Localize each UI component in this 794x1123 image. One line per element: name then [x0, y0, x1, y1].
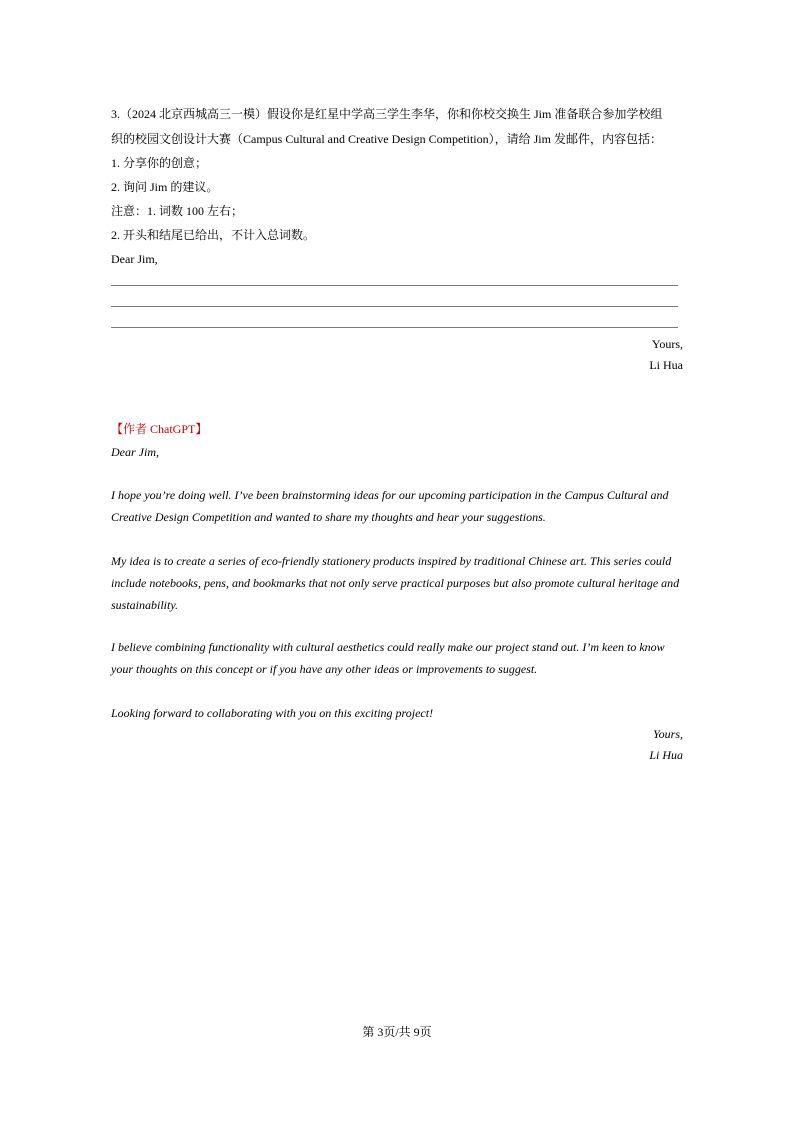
- question-closing-name: Li Hua: [649, 358, 683, 372]
- question-greeting: Dear Jim,: [111, 252, 158, 266]
- answer-greeting: Dear Jim,: [111, 445, 159, 459]
- answer-line-3: [111, 327, 678, 328]
- question-item-2: 2. 询问 Jim 的建议。: [111, 180, 219, 194]
- answer-paragraph-4: Looking forward to collaborating with you on this exciting project!: [111, 706, 434, 720]
- answer-paragraph-1: I hope you’re doing well. I’ve been brainstorming ideas for our upcoming participation in the Campus Cultural and Creative Design Competition and wanted to share my thoughts and hear your suggestions.: [111, 488, 669, 524]
- answer-closing-name: Li Hua: [649, 748, 683, 762]
- question-note-2: 2. 开头和结尾已给出，不计入总词数。: [111, 228, 316, 242]
- answer-paragraph-2: My idea is to create a series of eco-friendly stationery products inspired by traditional Chinese art. This series could include notebooks, pens, and bookmarks that not only serve practical purposes but also promote cultural heritage and sustainability.: [111, 554, 680, 612]
- answer-line-2: [111, 306, 678, 307]
- answer-line-1: [111, 285, 678, 286]
- answer-closing-yours: Yours,: [653, 727, 683, 741]
- question-line-2: 织的校园文创设计大赛（Campus Cultural and Creative Design Competition），请给 Jim 发邮件，内容包括：: [111, 132, 662, 146]
- question-item-1: 1. 分享你的创意；: [111, 156, 208, 170]
- question-note-1: 注意：1. 词数 100 左右；: [111, 204, 244, 218]
- question-closing-yours: Yours,: [651, 337, 683, 351]
- answer-paragraph-3: I believe combining functionality with cultural aesthetics could really make our project stand out. I’m keen to know your thoughts on this concept or if you have any other ideas or improvements to suggest.: [111, 640, 665, 676]
- page-number: 第 3页/共 9页: [362, 1025, 432, 1039]
- question-line-1: 3.（2024 北京西城高三一模）假设你是红星中学高三学生李华，你和你校交换生 Jim 准备联合参加学校组: [111, 107, 663, 121]
- author-tag: 【作者 ChatGPT】: [111, 422, 208, 436]
